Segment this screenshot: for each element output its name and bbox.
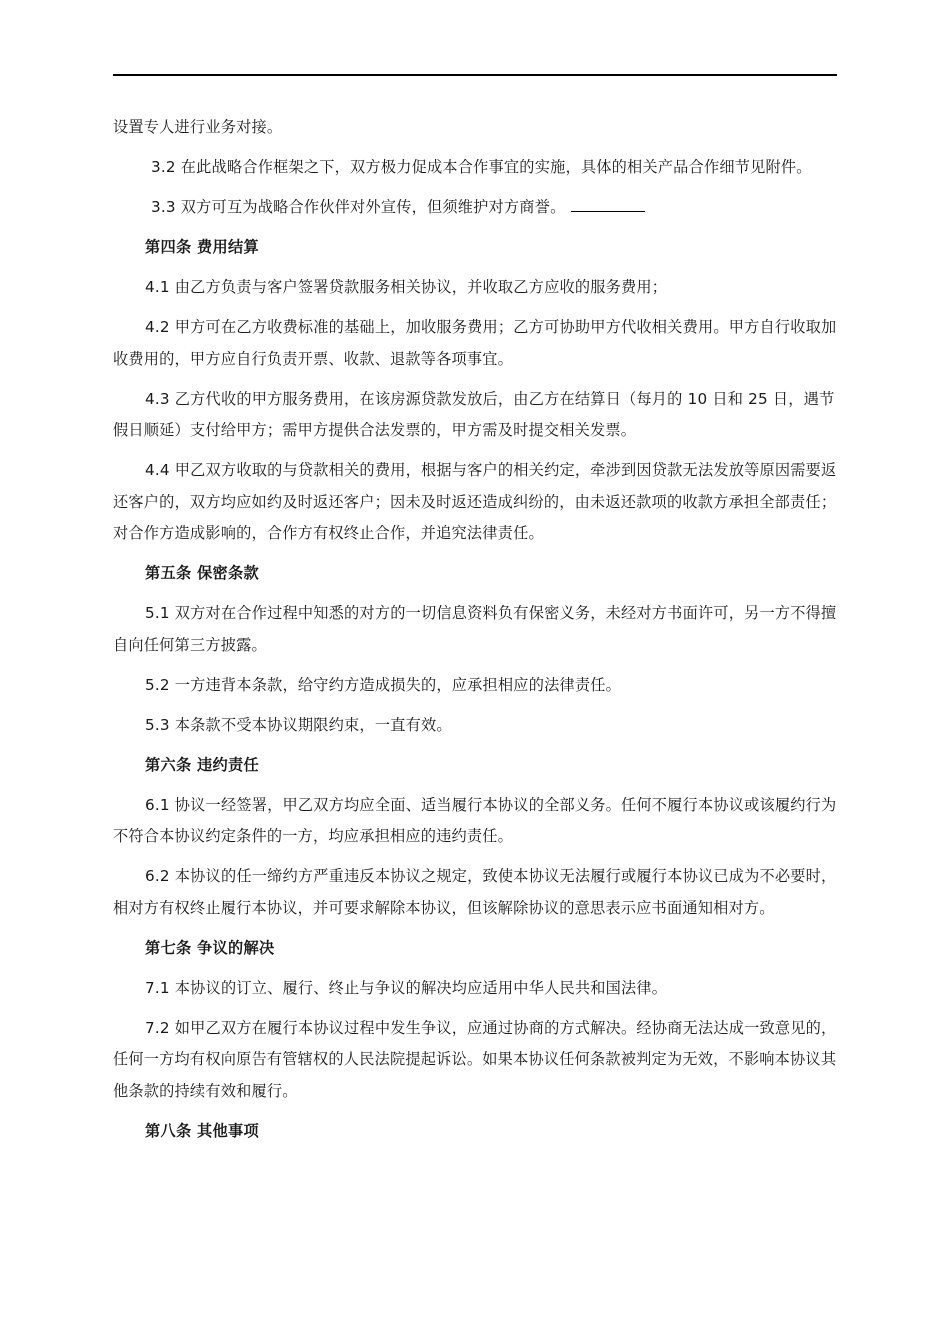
clause-3-2: 3.2 在此战略合作框架之下，双方极力促成本合作事宜的实施，具体的相关产品合作细节见附件。 xyxy=(151,158,812,176)
clause-7-1: 7.1 本协议的订立、履行、终止与争议的解决均应适用中华人民共和国法律。 xyxy=(145,978,668,997)
clause-5-1: 5.1 双方对在合作过程中知悉的对方的一切信息资料负有保密义务，未经对方书面许可，另一方不得擅自向任何第三方披露。 xyxy=(113,604,837,654)
clause-3-3-text: 3.3 双方可互为战略合作伙伴对外宣传，但须维护对方商誉。 xyxy=(151,198,566,216)
clause-4-2: 4.2 甲方可在乙方收费标准的基础上，加收服务费用；乙方可协助甲方代收相关费用。甲方自行收取加收费用的，甲方应自行负责开票、收款、退款等各项事宜。 xyxy=(113,318,837,368)
blank-underline xyxy=(571,197,645,212)
clause-3-3 xyxy=(113,192,837,224)
clause-4-4: 4.4 甲乙双方收取的与贷款相关的费用，根据与客户的相关约定，牵涉到因贷款无法发放等原因需要返还客户的，双方均应如约及时返还客户；因未及时返还造成纠纷的，由未返还款项的收款方承担全部责任；对合作方造成影响的，合作方有权终止合作，并追究法律责任。 xyxy=(113,461,837,542)
clause-6-2: 6.2 本协议的任一缔约方严重违反本协议之规定，致使本协议无法履行或履行本协议已成为不必要时，相对方有权终止履行本协议，并可要求解除本协议，但该解除协议的意思表示应书面通知相对方。 xyxy=(113,867,837,917)
article-6-heading: 第六条 违约责任 xyxy=(145,755,259,774)
article-8-heading: 第八条 其他事项 xyxy=(145,1121,259,1140)
clause-5-3: 5.3 本条款不受本协议期限约束，一直有效。 xyxy=(145,715,452,734)
header-rule xyxy=(113,74,837,76)
article-4-heading: 第四条 费用结算 xyxy=(145,238,259,256)
clause-7-2: 7.2 如甲乙双方在履行本协议过程中发生争议，应通过协商的方式解决。经协商无法达成一致意见的，任何一方均有权向原告有管辖权的人民法院提起诉讼。如果本协议任何条款被判定为无效，不影响本协议其他条款的持续有效和履行。 xyxy=(113,1018,837,1100)
clause-6-1: 6.1 协议一经签署，甲乙双方均应全面、适当履行本协议的全部义务。任何不履行本协议或该履约行为不符合本协议约定条件的一方，均应承担相应的违约责任。 xyxy=(113,795,837,845)
clause-4-3: 4.3 乙方代收的甲方服务费用，在该房源贷款发放后，由乙方在结算日（每月的 10 日和 25 日，遇节假日顺延）支付给甲方；需甲方提供合法发票的，甲方需及时提交相关发票。 xyxy=(113,389,835,439)
document-body xyxy=(113,112,837,1156)
article-5-heading: 第五条 保密条款 xyxy=(145,564,259,582)
clause-5-2: 5.2 一方违背本条款，给守约方造成损失的，应承担相应的法律责任。 xyxy=(145,675,622,694)
paragraph-continuation: 设置专人进行业务对接。 xyxy=(113,118,283,136)
clause-4-1: 4.1 由乙方负责与客户签署贷款服务相关协议，并收取乙方应收的服务费用； xyxy=(145,278,668,296)
article-7-heading: 第七条 争议的解决 xyxy=(145,938,275,957)
